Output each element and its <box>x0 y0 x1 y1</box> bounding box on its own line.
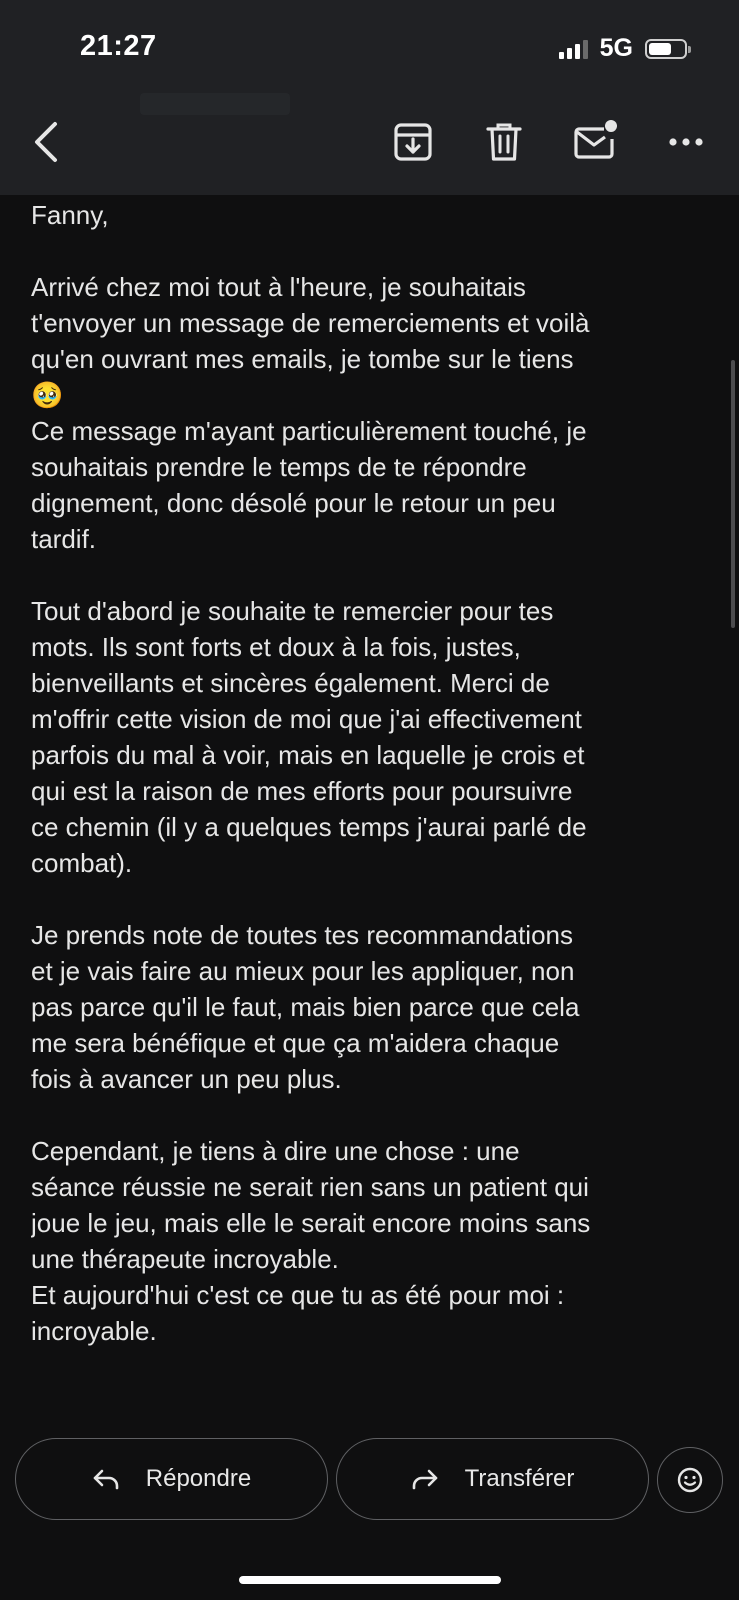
mail-unread-icon <box>574 119 618 161</box>
forward-icon <box>411 1468 439 1490</box>
network-type: 5G <box>599 34 633 62</box>
email-paragraph: Tout d'abord je souhaite te remercier pour tes mots. Ils sont forts et doux à la fois, justes, bienveillants et sincères également. Merci de m'offrir cette vision de moi que j'ai effectivement parfois du mal à voir, mais en laquelle je crois et qui est la raison de mes efforts pour poursuivre ce chemin (il y a quelques temps j'aurai parlé de combat). <box>31 596 587 878</box>
forward-label: Transférer <box>464 1465 575 1492</box>
archive-icon <box>393 122 433 162</box>
delete-button[interactable] <box>480 118 528 166</box>
emoji-reaction-icon <box>677 1467 703 1493</box>
email-paragraph: Cependant, je tiens à dire une chose : une séance réussie ne serait rien sans un patient qui joue le jeu, mais elle le serait encore moins sans une thérapeute incroyable. Et aujourd'hui c'est ce que tu as été pour moi : incroyable. <box>31 1136 591 1346</box>
signal-strength-icon <box>559 39 588 59</box>
email-paragraph: Arrivé chez moi tout à l'heure, je souhaitais t'envoyer un message de remerciements et voilà qu'en ouvrant mes emails, je tombe sur le tiens 🥹 Ce message m'ayant particulièrement touché, je souhaitais prendre le temps de te répondre dignement, donc désolé pour le retour un peu tardif. <box>31 272 590 554</box>
scrolled-header-ghost <box>140 93 290 115</box>
chevron-left-icon <box>31 120 61 164</box>
scrollbar[interactable] <box>731 360 735 628</box>
status-indicators <box>559 34 687 63</box>
forward-button[interactable] <box>336 1438 649 1520</box>
email-paragraph-greeting: Fanny, <box>31 200 109 230</box>
mark-unread-button[interactable] <box>572 116 620 164</box>
archive-button[interactable] <box>389 118 437 166</box>
reply-label: Répondre <box>145 1465 252 1492</box>
battery-icon <box>645 39 687 59</box>
reply-icon <box>92 1468 120 1490</box>
more-horizontal-icon <box>668 137 704 147</box>
trash-icon <box>486 122 522 162</box>
email-body <box>31 195 717 1415</box>
back-button[interactable] <box>22 118 70 166</box>
more-options-button[interactable] <box>662 118 710 166</box>
email-paragraph: Je prends note de toutes tes recommandations et je vais faire au mieux pour les appliquer, non pas parce qu'il le faut, mais bien parce que cela me sera bénéfique et que ça m'aidera chaque fois à avancer un peu plus. <box>31 920 580 1094</box>
status-time: 21:27 <box>80 30 157 62</box>
reply-button[interactable] <box>15 1438 328 1520</box>
emoji-reaction-button[interactable] <box>657 1447 723 1513</box>
home-indicator[interactable] <box>239 1576 501 1584</box>
top-bar <box>0 0 739 195</box>
